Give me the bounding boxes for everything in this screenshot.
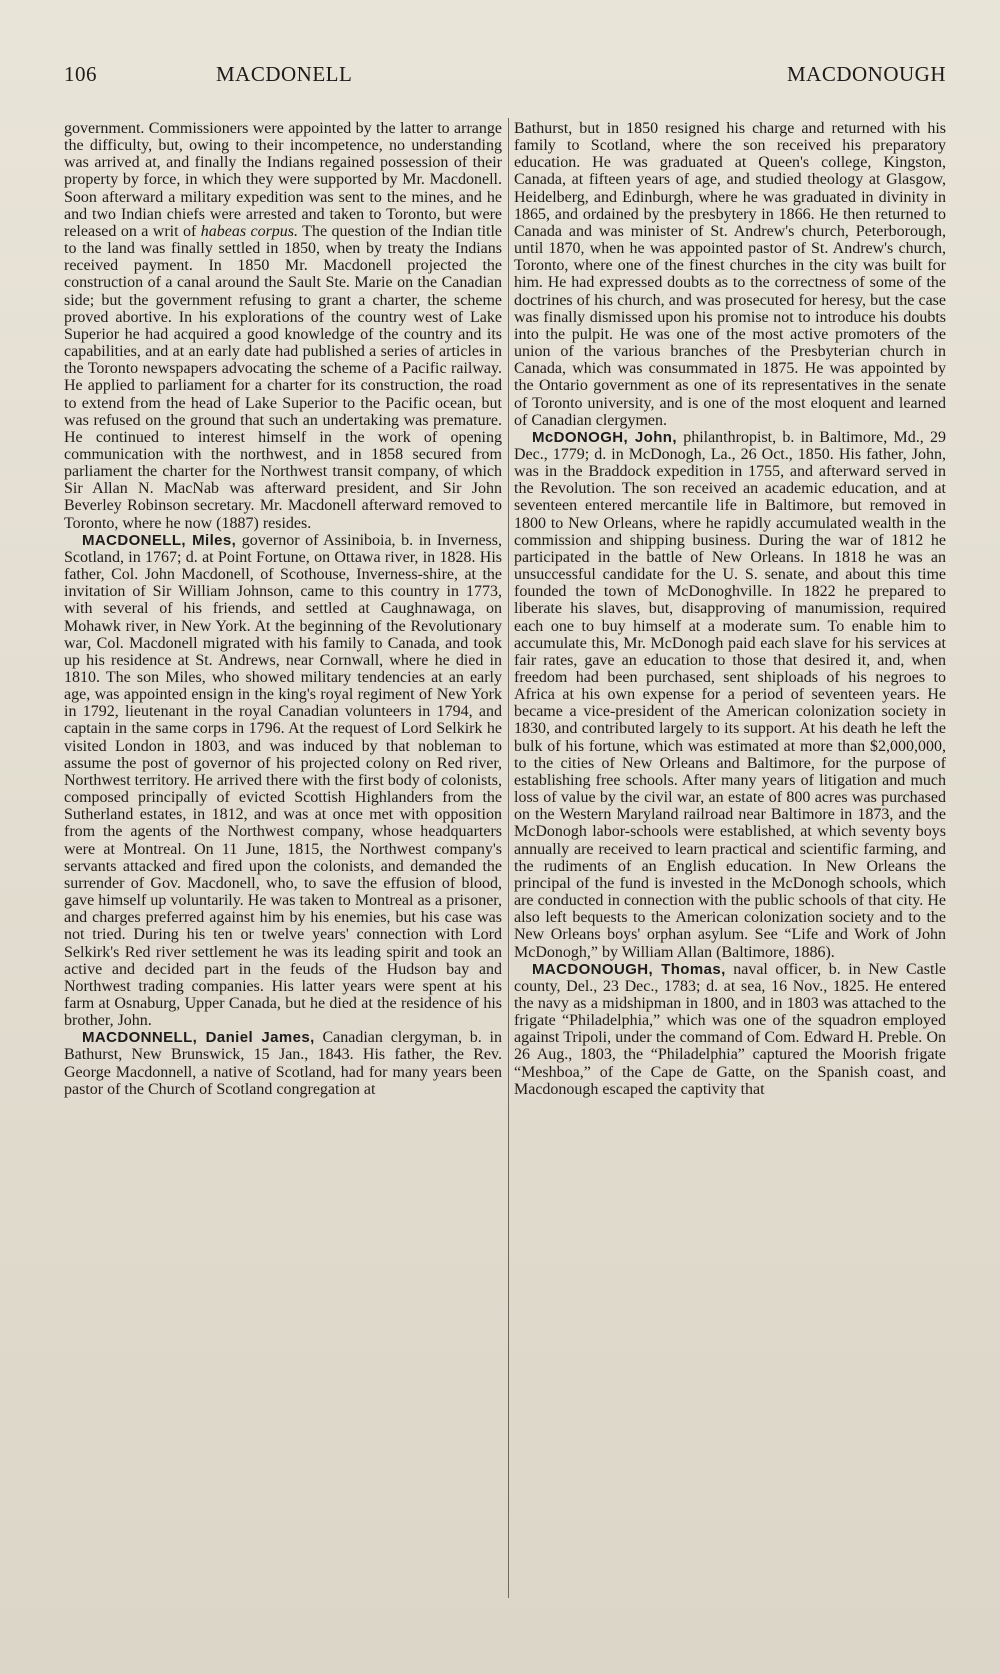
entry-text: naval officer, b. in New Castle county, Del., 23 Dec., 1783; d. at sea, 16 Nov., 1825. He entered the navy as a midshipman in 1800, and in 1803 was attached to the frigate “Philadelphia,” which was one of the squadron employed against Tripoli, under the command of Com. Edward H. Preble. On 26 Aug., 1803, the “Philadelphia” captured the Moorish frigate “Meshboa,” of the Cape de Gatte, on the Spanish coast, and Macdonough escaped the captivity that	[514, 960, 946, 1098]
entry-text: philanthropist, b. in Baltimore, Md., 29 Dec., 1779; d. in McDonogh, La., 26 Oct., 1850. His father, John, was in the Braddock expedition in 1755, and afterward served in the Revolution. The son received an academic education, and at seventeen entered mercantile life in Baltimore, but removed in 1800 to New Orleans, where he rapidly accumulated wealth in the commission and shipping business. During the war of 1812 he participated in the battle of New Orleans. In 1818 he was an unsuccessful candidate for the U. S. senate, and about this time founded the town of McDonoghville. In 1822 he prepared to liberate his slaves, but, disapproving of manumission, required each one to buy himself at a moderate sum. To enable him to accumulate this, Mr. McDonogh paid each slave for his services at fair rates, gave an education to those that desired it, and, when freedom had been purchased, sent shiploads of his negroes to Africa at his own expense for a period of seventeen years. He became a vice-president of the American colonization society in 1830, and contributed largely to its support. At his death he left the bulk of his fortune, which was estimated at more than $2,000,000, to the cities of New Orleans and Baltimore, for the purpose of establishing free schools. After many years of litigation and much loss of value by the civil war, an estate of 800 acres was purchased on the Western Maryland railroad near Baltimore in 1873, and the McDonogh labor-schools were established, at which seventy boys annually are received to learn practical and scientific farming, and the rudiments of an English education. In New Orleans the principal of the fund is invested in the McDonogh schools, which are conducted in connection with the public schools of that city. He also left bequests to the American colonization society and to the New Orleans boys' orphan asylum. See “Life and Work of John McDonogh,” by William Allan (Baltimore, 1886).	[514, 428, 946, 961]
running-head-right: MACDONOUGH	[786, 62, 946, 86]
column-divider	[508, 118, 509, 1598]
entry-john-mcdonogh	[514, 429, 946, 961]
entry-heading: MACDONOUGH, Thomas,	[532, 960, 726, 978]
entry-heading: MACDONNELL, Daniel James,	[82, 1029, 315, 1047]
entry-thomas-macdonough	[514, 961, 946, 1098]
entry-text: governor of Assiniboia, b. in Inverness, Scotland, in 1767; d. at Point Fortune, on Ottawa river, in 1828. His father, Col. John Macdonell, of Scothouse, Inverness-shire, at the invitation of Sir William Johnson, came to this country in 1773, with several of his friends, and settled at Caughnawaga, on Mohawk river, in New York. At the beginning of the Revolutionary war, Col. Macdonell migrated with his family to Canada, and took up his residence at St. Andrews, near Cornwall, where he died in 1810. The son Miles, who showed military tendencies at an early age, was appointed ensign in the king's royal regiment of New York in 1792, lieutenant in the royal Canadian volunteers in 1794, and captain in the same corps in 1796. At the request of Lord Selkirk he visited London in 1803, and was induced by that nobleman to assume the post of governor of his projected colony on Red river, Northwest territory. He arrived there with the first body of colonists, composed principally of evicted Scottish Highlanders from the Sutherland estates, in 1812, and was at once met with opposition from the agents of the Northwest company, whose headquarters were at Montreal. On 11 June, 1815, the Northwest company's servants attacked and fired upon the colonists, and demanded the surrender of Gov. Macdonell, who, to save the effusion of blood, gave himself up voluntarily. He was taken to Montreal as a prisoner, and charges preferred against him by his enemies, but his case was not tried. During his ten or twelve years' connection with Lord Selkirk's Red river settlement he was its leading spirit and took an active and decided part in the feuds of the Hudson bay and Northwest trading companies. His latter years were spent at his farm at Osnaburg, Upper Canada, but he died at the residence of his brother, John.	[64, 531, 502, 1030]
paragraph-macdonnell-continued: Bathurst, but in 1850 resigned his charge and returned with his family to Scotland, where the son received his preparatory education. He was graduated at Queen's college, Kingston, Canada, at fifteen years of age, and studied theology at Glasgow, Heidelberg, and Edinburgh, where he was graduated in divinity in 1865, and ordained by the presbytery in 1866. He then returned to Canada and was minister of St. Andrew's church, Peterborough, until 1870, when he was appointed pastor of St. Andrew's church, Toronto, where one of the finest churches in the city was built for him. He had expressed doubts as to the correctness of some of the doctrines of his church, and was prosecuted for heresy, but the case was finally dismissed upon his promise not to introduce his doubts into the pulpit. He was one of the most active promoters of the union of the various branches of the Presbyterian church in Canada, which was consummated in 1875. He was appointed by the Ontario government as one of its representatives in the senate of Toronto university, and is one of the most eloquent and learned of Canadian clergymen.	[514, 120, 946, 429]
entry-miles-macdonell	[64, 532, 502, 1030]
italic-term: habeas corpus.	[200, 222, 299, 240]
entry-heading: McDONOGH, John,	[532, 428, 677, 446]
entry-daniel-james-macdonnell	[64, 1029, 502, 1098]
right-column	[514, 120, 946, 1625]
paragraph-macdonell-continued	[64, 120, 502, 532]
entry-text: Canadian clergyman, b. in Bathurst, New Brunswick, 15 Jan., 1843. His father, the Rev. George Macdonnell, a native of Scotland, had for many years been pastor of the Church of Scotland congregation at	[64, 1029, 502, 1098]
text-run: government. Commissioners were appointed by the latter to arrange the difficulty, but, owing to their incompetence, no understanding was arrived at, and finally the Indians regained possession of their property by force, in which they were supported by Mr. Macdonell. Soon afterward a military expedition was sent to the mines, and he and two Indian chiefs were arrested and taken to Toronto, but were released on a writ of	[64, 120, 502, 240]
running-head-left: MACDONELL	[216, 62, 353, 86]
page-header	[64, 62, 946, 92]
text-run: The question of the Indian title to the land was finally settled in 1850, when by treaty the Indians received payment. In 1850 Mr. Macdonell projected the construction of a canal around the Sault Ste. Marie on the Canadian side; but the government refusing to grant a charter, the scheme proved abortive. In his explorations of the country west of Lake Superior he had acquired a good knowledge of the country and its capabilities, and at an early date had published a series of articles in the Toronto newspapers advocating the scheme of a Pacific railway. He applied to parliament for a charter for its construction, the road to extend from the head of Lake Superior to the Pacific ocean, but was refused on the ground that such an undertaking was premature. He continued to interest himself in the work of opening communication with the northwest, and in 1858 secured from parliament the charter for the Northwest transit company, of which Sir Allan N. MacNab was afterward president, and Sir John Beverley Robinson secretary. Mr. Macdonell afterward removed to Toronto, where he now (1887) resides.	[64, 222, 502, 532]
entry-heading: MACDONELL, Miles,	[82, 531, 237, 549]
page-number: 106	[64, 62, 97, 86]
left-column	[64, 120, 502, 1625]
